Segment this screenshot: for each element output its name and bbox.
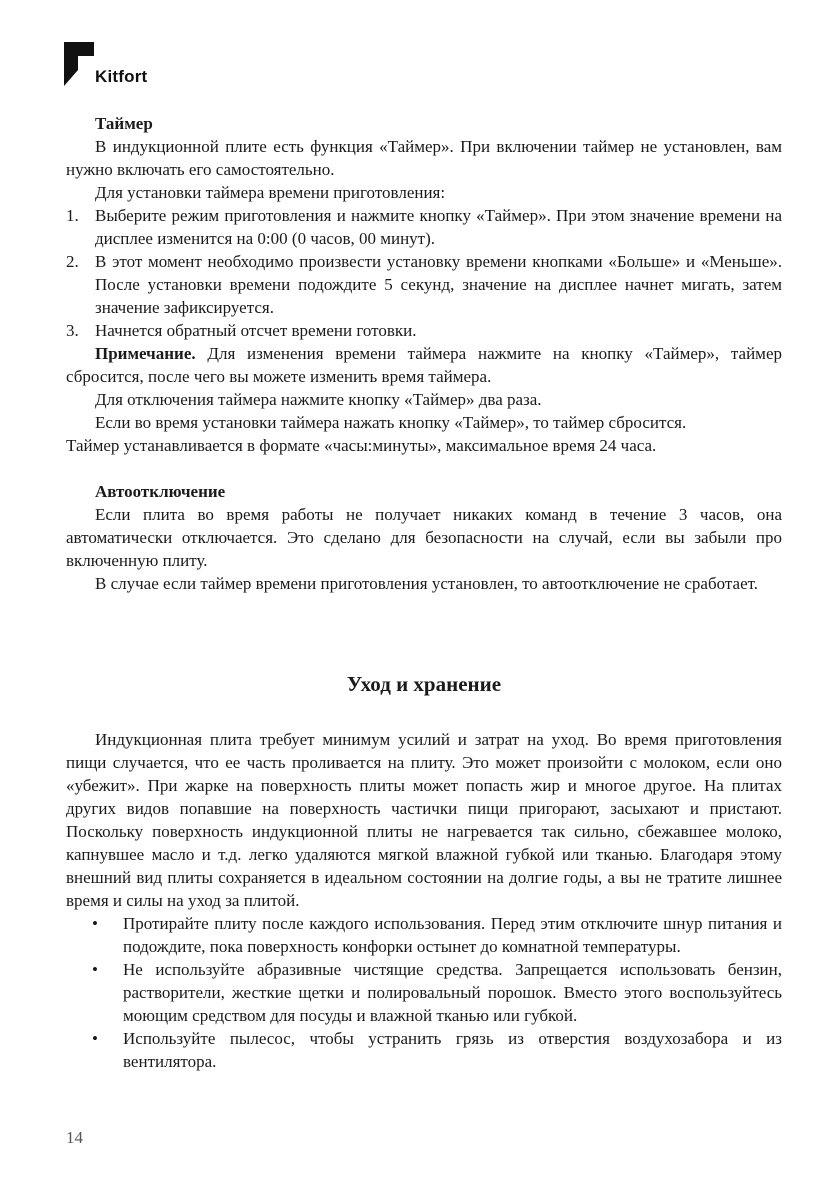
list-item: 1. Выберите режим приготовления и нажмите кнопку «Таймер». При этом значение времени на дисплее изменится на 0:00 (0 часов, 00 минут). bbox=[66, 206, 782, 248]
timer-format-text: Таймер устанавливается в формате «часы:минуты», максимальное время 24 часа. bbox=[66, 436, 657, 455]
note-label: Примечание. bbox=[95, 344, 196, 363]
timer-intro: В индукционной плите есть функция «Таймер». При включении таймер не установлен, вам нужно включать его самостоятельно. bbox=[66, 137, 782, 179]
timer-setup-intro: Для установки таймера времени приготовления: bbox=[95, 183, 446, 202]
autooff-heading: Автоотключение bbox=[95, 482, 226, 501]
timer-heading: Таймер bbox=[95, 114, 153, 133]
autooff-text-1: Если плита во время работы не получает никаких команд в течение 3 часов, она автоматически отключается. Это сделано для безопасности на случай, если вы забыли про включенную плиту. bbox=[66, 505, 782, 570]
kitfort-logo-icon bbox=[62, 40, 96, 88]
autooff-text-2: В случае если таймер времени приготовления установлен, то автоотключение не сработает. bbox=[95, 574, 759, 593]
page-number: 14 bbox=[66, 1128, 83, 1147]
list-item: 2. В этот момент необходимо произвести установку времени кнопками «Больше» и «Меньше». После установки времени подождите 5 секунд, значение на дисплее начнет мигать, затем значение зафиксируется. bbox=[66, 252, 782, 317]
list-item: 3. Начнется обратный отсчет времени готовки. bbox=[66, 321, 417, 340]
brand-name: Kitfort bbox=[95, 67, 148, 86]
list-item: • Используйте пылесос, чтобы устранить грязь из отверстия воздухозабора и из вентилятора. bbox=[92, 1029, 782, 1071]
care-bullets bbox=[66, 912, 782, 1073]
list-item: • Протирайте плиту после каждого использования. Перед этим отключите шнур питания и подождите, пока поверхность конфорки остынет до комнатной температуры. bbox=[92, 914, 782, 956]
timer-note: Примечание. Для изменения времени таймера нажмите на кнопку «Таймер», таймер сбросится, после чего вы можете изменить время таймера. bbox=[66, 344, 782, 386]
page-content bbox=[66, 112, 782, 1073]
list-item: • Не используйте абразивные чистящие средства. Запрещается использовать бензин, растворители, жесткие щетки и полировальный порошок. Вместо этого воспользуйтесь моющим средством для посуды и влажной тканью или губкой. bbox=[92, 960, 782, 1025]
timer-off-text: Для отключения таймера нажмите кнопку «Таймер» два раза. bbox=[95, 390, 542, 409]
timer-reset-text: Если во время установки таймера нажать кнопку «Таймер», то таймер сбросится. bbox=[95, 413, 687, 432]
timer-steps bbox=[66, 204, 782, 342]
brand-logo bbox=[62, 40, 172, 90]
care-text: Индукционная плита требует минимум усилий и затрат на уход. Во время приготовления пищи случается, что ее часть проливается на плиту. Это может произойти с молоком, если оно «убежит». При жарке на поверхность плиты может попасть жир и многое другое. На плитах других видов попавшие на поверхность частички пищи пригорают, засыхают и пристают. Поскольку поверхность индукционной плиты не нагревается так сильно, сбежавшее молоко, капнувшее масло и т.д. легко удаляются мягкой влажной губкой или тканью. Благодаря этому внешний вид плиты сохраняется в идеальном состоянии на долгие годы, а вы не тратите лишнее время и силы на уход за плитой. bbox=[66, 730, 782, 910]
care-heading: Уход и хранение bbox=[346, 672, 502, 696]
